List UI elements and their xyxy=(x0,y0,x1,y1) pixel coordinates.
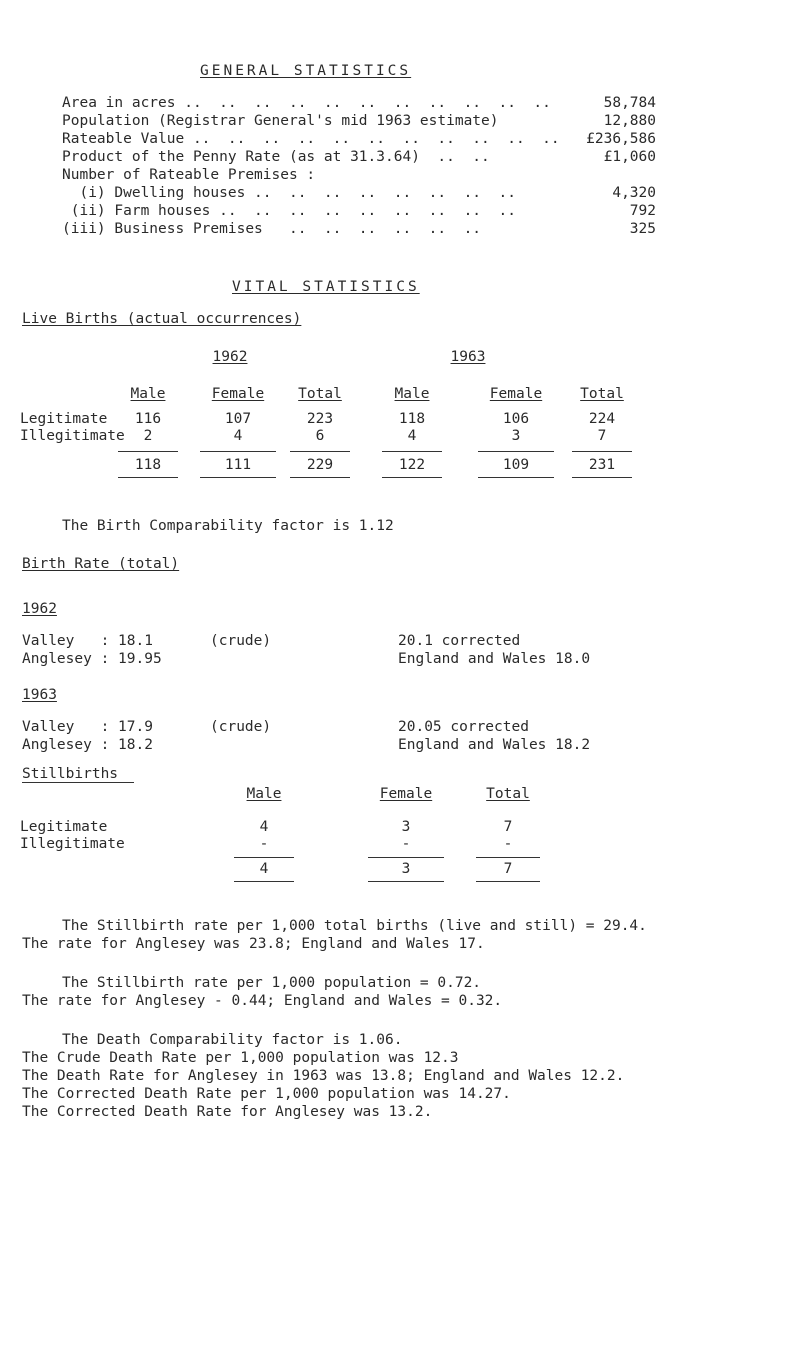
total-cell: 231 xyxy=(588,457,616,473)
death-rate-line: The Crude Death Rate per 1,000 population was 12.3 xyxy=(22,1050,459,1066)
death-rate-line: The Corrected Death Rate for Anglesey was 13.2. xyxy=(22,1104,433,1120)
row-label-legitimate: Legitimate xyxy=(20,819,108,835)
general-row-value: 792 xyxy=(629,203,656,219)
birth-rate-england-wales: England and Wales 18.2 xyxy=(398,737,591,753)
stillbirth-rate-line: The rate for Anglesey was 23.8; England and Wales 17. xyxy=(22,936,485,952)
birth-rate-valley: Valley : 17.9 xyxy=(22,719,153,735)
total-rule xyxy=(118,451,178,452)
death-rate-line: The Death Rate for Anglesey in 1963 was 13.8; England and Wales 12.2. xyxy=(22,1068,625,1084)
table-cell: 4 xyxy=(259,819,269,835)
live-births-heading: Live Births (actual occurrences) xyxy=(22,311,302,327)
year-1963: 1963 xyxy=(450,349,486,365)
total-cell: 3 xyxy=(401,861,411,877)
general-row-label: (iii) Business Premises .. .. .. .. .. .. xyxy=(62,221,482,237)
total-cell: 4 xyxy=(259,861,269,877)
birth-rate-anglesey: Anglesey : 19.95 xyxy=(22,651,162,667)
stillbirth-rate-line: The Stillbirth rate per 1,000 population = 0.72. xyxy=(62,975,482,991)
table-cell: 3 xyxy=(401,819,411,835)
column-header: Female xyxy=(379,786,433,802)
table-cell: 106 xyxy=(502,411,530,427)
total-rule xyxy=(234,881,294,882)
total-rule xyxy=(478,477,554,478)
column-header: Male xyxy=(130,386,166,402)
total-rule xyxy=(234,857,294,858)
general-row-label: Area in acres .. .. .. .. .. .. .. .. .. .. .. xyxy=(62,95,551,111)
total-rule xyxy=(200,451,276,452)
total-cell: 118 xyxy=(134,457,162,473)
total-rule xyxy=(476,857,540,858)
general-row-value: 325 xyxy=(629,221,656,237)
total-cell: 109 xyxy=(502,457,530,473)
birth-rate-crude: (crude) xyxy=(210,719,272,735)
column-header: Total xyxy=(298,386,342,402)
total-rule xyxy=(118,477,178,478)
total-rule xyxy=(478,451,554,452)
table-cell: 223 xyxy=(306,411,334,427)
total-rule xyxy=(368,857,444,858)
total-rule xyxy=(382,477,442,478)
general-row-value: £1,060 xyxy=(603,149,656,165)
total-cell: 122 xyxy=(398,457,426,473)
birth-rate-anglesey: Anglesey : 18.2 xyxy=(22,737,153,753)
general-row-label: Product of the Penny Rate (as at 31.3.64) .. .. xyxy=(62,149,490,165)
birth-rate-corrected: 20.1 corrected xyxy=(398,633,521,649)
general-row-label: (ii) Farm houses .. .. .. .. .. .. .. .. .. xyxy=(62,203,516,219)
total-rule xyxy=(382,451,442,452)
total-cell: 111 xyxy=(224,457,252,473)
birth-comparability-factor: The Birth Comparability factor is 1.12 xyxy=(62,518,394,534)
column-header: Total xyxy=(580,386,624,402)
total-cell: 229 xyxy=(306,457,334,473)
table-cell: 7 xyxy=(503,819,513,835)
birth-rate-crude: (crude) xyxy=(210,633,272,649)
year-1962: 1962 xyxy=(212,349,248,365)
stillbirths-heading-rule xyxy=(22,782,134,783)
table-cell: - xyxy=(259,836,269,852)
row-label-illegitimate: Illegitimate xyxy=(20,836,125,852)
total-rule xyxy=(290,477,350,478)
birth-rate-corrected: 20.05 corrected xyxy=(398,719,529,735)
general-row-label: (i) Dwelling houses .. .. .. .. .. .. .. .. xyxy=(62,185,516,201)
stillbirth-rate-line: The Stillbirth rate per 1,000 total births (live and still) = 29.4. xyxy=(62,918,647,934)
column-header: Total xyxy=(486,786,530,802)
total-rule xyxy=(368,881,444,882)
birth-rate-year: 1963 xyxy=(22,687,57,703)
table-cell: 4 xyxy=(407,428,417,444)
table-cell: 118 xyxy=(398,411,426,427)
birth-rate-year: 1962 xyxy=(22,601,57,617)
total-rule xyxy=(200,477,276,478)
column-header: Male xyxy=(246,786,282,802)
table-cell: 116 xyxy=(134,411,162,427)
column-header: Female xyxy=(211,386,265,402)
vital-statistics-title: VITAL STATISTICS xyxy=(232,279,420,295)
death-rate-line: The Corrected Death Rate per 1,000 population was 14.27. xyxy=(22,1086,511,1102)
row-label-illegitimate: Illegitimate xyxy=(20,428,125,444)
table-cell: - xyxy=(503,836,513,852)
stillbirth-rate-line: The rate for Anglesey - 0.44; England and Wales = 0.32. xyxy=(22,993,503,1009)
general-row-value: 4,320 xyxy=(612,185,656,201)
general-row-value: 12,880 xyxy=(603,113,656,129)
total-rule xyxy=(572,477,632,478)
general-row-value: 58,784 xyxy=(603,95,656,111)
table-cell: - xyxy=(401,836,411,852)
death-rate-line: The Death Comparability factor is 1.06. xyxy=(62,1032,403,1048)
row-label-legitimate: Legitimate xyxy=(20,411,108,427)
total-cell: 7 xyxy=(503,861,513,877)
general-row-label: Rateable Value .. .. .. .. .. .. .. .. .. .. .. xyxy=(62,131,560,147)
table-cell: 7 xyxy=(597,428,607,444)
table-cell: 6 xyxy=(315,428,325,444)
stillbirths-heading: Stillbirths xyxy=(22,766,119,782)
table-cell: 107 xyxy=(224,411,252,427)
column-header: Male xyxy=(394,386,430,402)
birth-rate-heading: Birth Rate (total) xyxy=(22,556,180,572)
general-row-label: Number of Rateable Premises : xyxy=(62,167,316,183)
table-cell: 2 xyxy=(143,428,153,444)
birth-rate-england-wales: England and Wales 18.0 xyxy=(398,651,591,667)
birth-rate-valley: Valley : 18.1 xyxy=(22,633,153,649)
table-cell: 4 xyxy=(233,428,243,444)
total-rule xyxy=(476,881,540,882)
table-cell: 224 xyxy=(588,411,616,427)
total-rule xyxy=(572,451,632,452)
column-header: Female xyxy=(489,386,543,402)
total-rule xyxy=(290,451,350,452)
table-cell: 3 xyxy=(511,428,521,444)
general-statistics-title: GENERAL STATISTICS xyxy=(200,63,412,79)
general-row-label: Population (Registrar General's mid 1963 estimate) xyxy=(62,113,499,129)
general-row-value: £236,586 xyxy=(586,131,656,147)
